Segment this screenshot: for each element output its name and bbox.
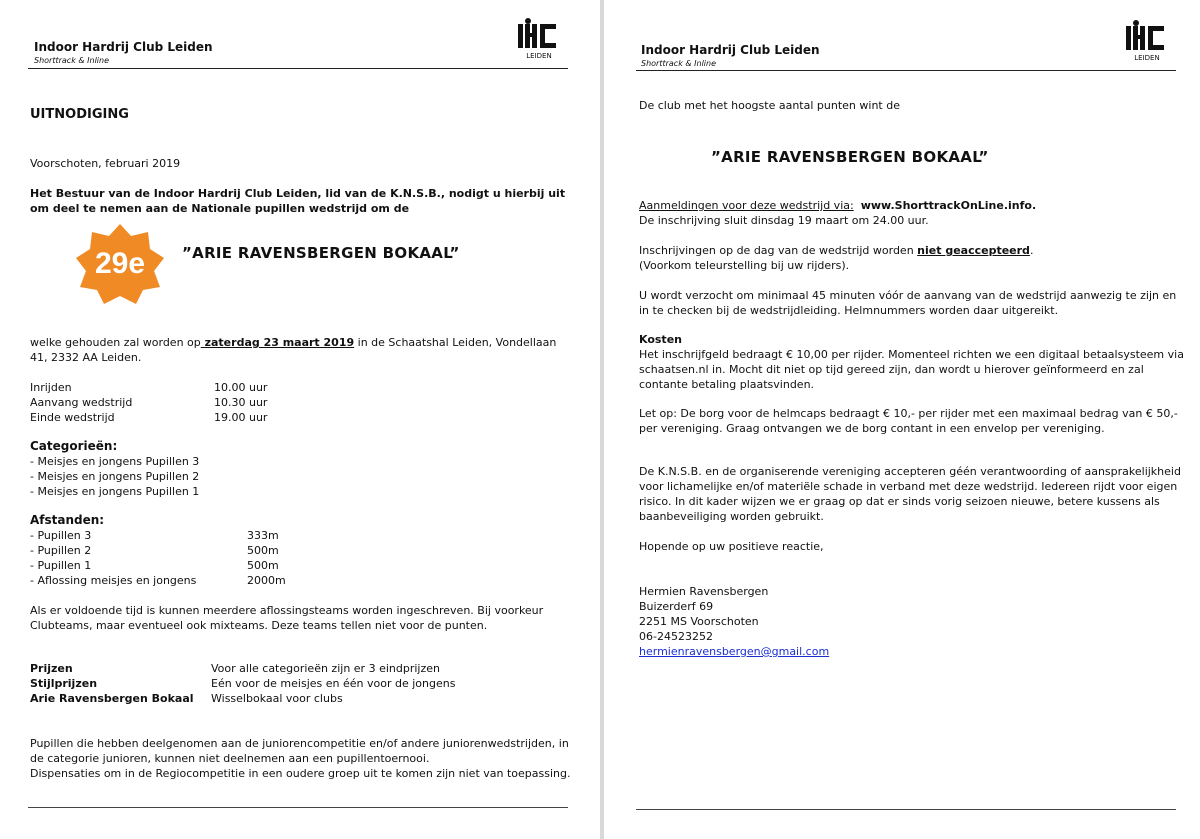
distances-title: Afstanden:: [30, 513, 105, 527]
junior-line-2: de categorie junioren, kunnen niet deelnemen aan een pupillentoernooi.: [30, 752, 430, 765]
sameday-line-2: (Voorkom teleurstelling bij uw rijders).: [639, 259, 850, 272]
liability-line-4: baanbeveiliging worden gebruikt.: [639, 510, 824, 523]
arrive-line-2: in te checken bij de wedstrijdleiding. Helmnummers worden daar uitgereikt.: [639, 304, 1059, 317]
categories-title: Categorieën:: [30, 439, 118, 453]
prize-label: Stijlprijzen: [30, 677, 98, 690]
category-item: - Meisjes en jongens Pupillen 2: [30, 470, 200, 483]
prize-value: Voor alle categorieën zijn er 3 eindprijzen: [211, 662, 440, 675]
sameday-post: .: [1029, 244, 1034, 257]
distance-value: 333m: [247, 529, 279, 542]
register-site: www.ShorttrackOnLine.info.: [860, 199, 1037, 212]
schedule-label: Aanvang wedstrijd: [30, 396, 133, 409]
prize-label: Arie Ravensbergen Bokaal: [30, 692, 194, 705]
ihc-logo: [1124, 20, 1170, 62]
intro-line-1: Het Bestuur van de Indoor Hardrij Club Leiden, lid van de K.N.S.B., nodigt u hierbij uit: [30, 187, 566, 200]
signature-name: Hermien Ravensbergen: [639, 585, 769, 598]
liability-line-2: voor lichamelijke en/of materiële schade in verband met deze wedstrijd. Iedereen rijdt voor eigen: [639, 480, 1178, 493]
club-name: Indoor Hardrij Club Leiden: [34, 40, 213, 54]
footer-rule: [636, 809, 1176, 810]
trophy-title-right: ”ARIE RAVENSBERGEN BOKAAL”: [711, 148, 989, 166]
header-rule: [28, 68, 568, 69]
points-line: De club met het hoogste aantal punten wint de: [639, 99, 900, 112]
distance-label: - Pupillen 2: [30, 544, 92, 557]
signature-email-link[interactable]: hermienravensbergen@gmail.com: [639, 645, 830, 658]
category-item: - Meisjes en jongens Pupillen 3: [30, 455, 200, 468]
edition-badge: [76, 222, 164, 304]
schedule-value: 10.00 uur: [214, 381, 268, 394]
intro-line-2: om deel te nemen aan de Nationale pupillen wedstrijd om de: [30, 202, 410, 215]
schedule-label: Inrijden: [30, 381, 72, 394]
distance-value: 500m: [247, 559, 279, 572]
distance-label: - Pupillen 3: [30, 529, 92, 542]
arrive-line-1: U wordt verzocht om minimaal 45 minuten vóór de aanvang van de wedstrijd aanwezig te zijn en: [639, 289, 1177, 302]
distance-value: 500m: [247, 544, 279, 557]
liability-line-1: De K.N.S.B. en de organiserende vereniging accepteren géén verantwoording of aansprakelijkheid: [639, 465, 1181, 478]
junior-line-3: Dispensaties om in de Regiocompetitie in een oudere groep uit te komen zijn niet van toepassing.: [30, 767, 571, 780]
held-date: zaterdag 23 maart 2019: [200, 336, 355, 349]
register-label: Aanmeldingen voor deze wedstrijd via:: [639, 199, 854, 212]
closing-line: Hopende op uw positieve reactie,: [639, 540, 824, 553]
club-subtitle: Shorttrack & Inline: [34, 56, 110, 65]
distance-value: 2000m: [247, 574, 286, 587]
costs-line-2: schaatsen.nl in. Mocht dit niet op tijd gereed zijn, dan wordt u hierover geïnformeerd en zal: [639, 363, 1144, 376]
logo-caption: LEIDEN: [526, 52, 552, 60]
schedule-value: 19.00 uur: [214, 411, 268, 424]
footer-rule: [28, 807, 568, 808]
doc-heading: UITNODIGING: [30, 107, 129, 122]
held-line-2: 41, 2332 AA Leiden.: [30, 351, 142, 364]
register-line: [639, 198, 1036, 213]
held-pre: welke gehouden zal worden op: [30, 336, 201, 349]
logo-caption: LEIDEN: [1134, 54, 1160, 62]
prize-value: Eén voor de meisjes en één voor de jongens: [211, 677, 456, 690]
costs-line-3: contante betaling plaatsvinden.: [639, 378, 815, 391]
costs-title: Kosten: [639, 333, 682, 346]
schedule-value: 10.30 uur: [214, 396, 268, 409]
distance-label: - Aflossing meisjes en jongens: [30, 574, 197, 587]
signature-city: 2251 MS Voorschoten: [639, 615, 759, 628]
ihc-logo: [516, 18, 562, 60]
signature-phone: 06-24523252: [639, 630, 713, 643]
club-name: Indoor Hardrij Club Leiden: [641, 43, 820, 57]
relay-line-1: Als er voldoende tijd is kunnen meerdere aflossingsteams worden ingeschreven. Bij voorkeur: [30, 604, 544, 617]
distance-label: - Pupillen 1: [30, 559, 92, 572]
signature-street: Buizerderf 69: [639, 600, 714, 613]
trophy-title-left: ”ARIE RAVENSBERGEN BOKAAL”: [182, 244, 460, 262]
liability-line-3: risico. In dit kader wijzen we er graag op dat er sinds vorig seizoen nieuwe, betere kussens als: [639, 495, 1160, 508]
prize-value: Wisselbokaal voor clubs: [211, 692, 343, 705]
prize-label: Prijzen: [30, 662, 73, 675]
sameday-line: [639, 243, 1033, 258]
schedule-label: Einde wedstrijd: [30, 411, 115, 424]
header-rule: [636, 70, 1176, 71]
deposit-line-1: Let op: De borg voor de helmcaps bedraagt € 10,- per rijder met een maximaal bedrag van € 50,-: [639, 407, 1178, 420]
register-close: De inschrijving sluit dinsdag 19 maart om 24.00 uur.: [639, 214, 929, 227]
held-post: in de Schaatshal Leiden, Vondellaan: [354, 336, 557, 349]
held-line-1: [30, 335, 556, 350]
deposit-line-2: per vereniging. Graag ontvangen we de borg contant in een envelop per vereniging.: [639, 422, 1105, 435]
junior-line-1: Pupillen die hebben deelgenomen aan de juniorencompetitie en/of andere juniorenwedstrijden, in: [30, 737, 569, 750]
category-item: - Meisjes en jongens Pupillen 1: [30, 485, 200, 498]
relay-line-2: Clubteams, maar eventueel ook mixteams. Deze teams tellen niet voor de punten.: [30, 619, 488, 632]
sameday-pre: Inschrijvingen op de dag van de wedstrijd worden: [639, 244, 918, 257]
date-line: Voorschoten, februari 2019: [30, 157, 181, 170]
sameday-emphasis: niet geaccepteerd: [917, 244, 1030, 257]
page-right: [604, 0, 1200, 839]
costs-line-1: Het inschrijfgeld bedraagt € 10,00 per rijder. Momenteel richten we een digitaal betaalsysteem via: [639, 348, 1184, 361]
badge-text: 29e: [94, 247, 146, 280]
club-subtitle: Shorttrack & Inline: [641, 59, 717, 68]
